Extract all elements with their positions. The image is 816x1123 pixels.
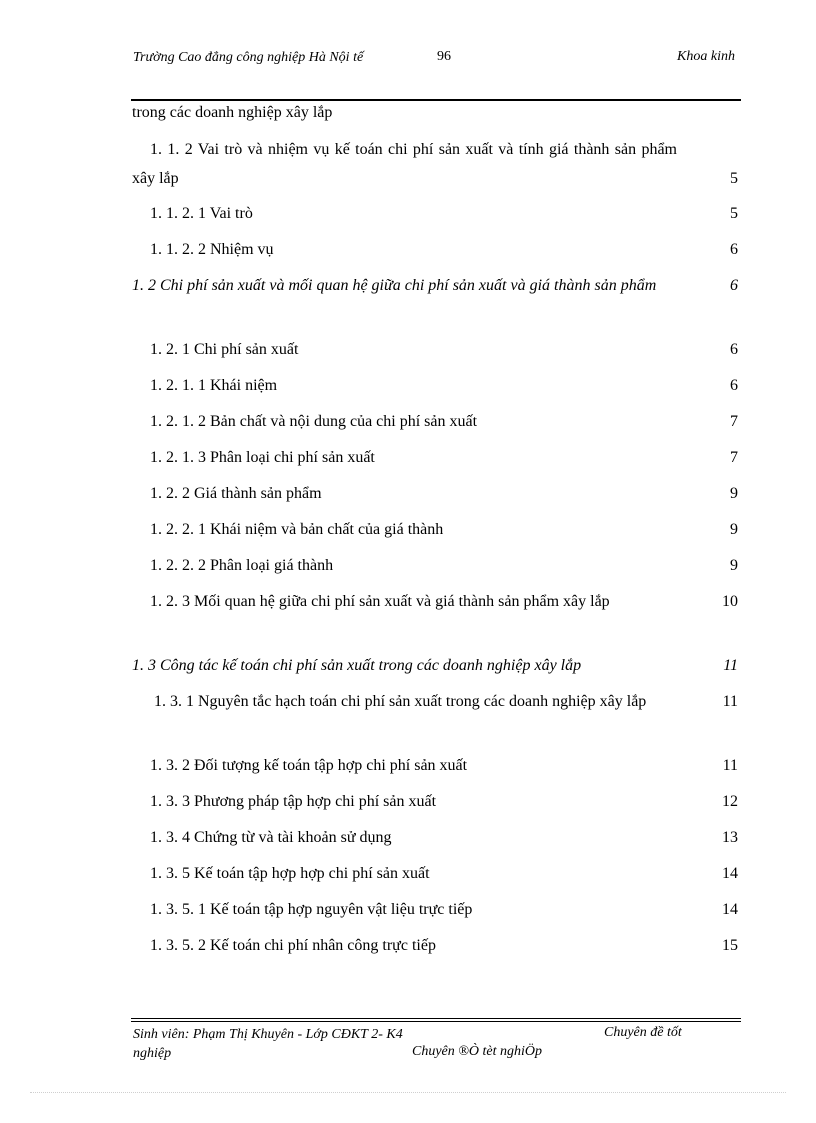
toc-entry-title: 1. 3. 4 Chứng từ và tài khoản sử dụng bbox=[150, 829, 392, 846]
page-bottom-dotted-line bbox=[30, 1092, 786, 1093]
toc-entry-title: 1. 1. 2 Vai trò và nhiệm vụ kế toán chi phí sản xuất và tính giá thành sản phẩm xây lắp bbox=[132, 141, 677, 187]
toc-entry bbox=[132, 859, 738, 888]
toc-entry-title: 1. 2. 2. 2 Phân loại giá thành bbox=[150, 557, 334, 574]
footer-student bbox=[133, 1025, 403, 1063]
footer-student-line2: nghiệp bbox=[133, 1046, 172, 1061]
toc-entry-page: 6 bbox=[730, 377, 738, 394]
toc-entry-page: 9 bbox=[730, 521, 738, 538]
toc-entry-page: 14 bbox=[722, 901, 738, 918]
toc-entry-title: 1. 1. 2. 2 Nhiệm vụ bbox=[150, 241, 274, 258]
toc-entry-title: 1. 3. 5. 1 Kế toán tập hợp nguyên vật liệu trực tiếp bbox=[150, 901, 473, 918]
toc-entry-title: 1. 3. 2 Đối tượng kế toán tập hợp chi phí sản xuất bbox=[150, 757, 468, 774]
toc-entry-page: 9 bbox=[730, 485, 738, 502]
header-department: Khoa kinh bbox=[677, 49, 735, 64]
toc-entry bbox=[132, 371, 738, 400]
toc-entry-page: 9 bbox=[730, 557, 738, 574]
footer-doc-type: Chuyên đề tốt bbox=[604, 1025, 682, 1040]
toc-entry-page: 13 bbox=[722, 829, 738, 846]
footer-rule bbox=[131, 1018, 741, 1019]
toc-entry-title: 1. 3. 1 Nguyên tắc hạch toán chi phí sản xuất trong các doanh nghiệp xây lắp bbox=[154, 693, 647, 710]
toc-entry-title: 1. 3. 3 Phương pháp tập hợp chi phí sản xuất bbox=[150, 793, 437, 810]
toc-entry bbox=[132, 443, 738, 472]
toc-entry bbox=[132, 479, 738, 508]
toc-entry bbox=[132, 235, 738, 264]
toc-entry-title: 1. 2. 1. 3 Phân loại chi phí sản xuất bbox=[150, 449, 375, 466]
toc-entry bbox=[132, 335, 738, 364]
toc-entry-page: 7 bbox=[730, 449, 738, 466]
toc-entry bbox=[132, 199, 738, 228]
toc-entry bbox=[132, 135, 738, 193]
toc-entry bbox=[132, 787, 738, 816]
toc-entry-title: 1. 2 Chi phí sản xuất và mối quan hệ giữa chi phí sản xuất và giá thành sản phẩm bbox=[132, 277, 657, 294]
footer-student-line1: Sinh viên: Phạm Thị Khuyên - Lớp CĐKT 2- K4 bbox=[133, 1027, 403, 1042]
toc-entry-page: 11 bbox=[723, 657, 738, 674]
footer-doc-type-encoded: Chuyên ®Ò tèt nghiÖp bbox=[412, 1044, 543, 1059]
header-school: Trường Cao đẳng công nghiệp Hà Nội tế bbox=[133, 50, 364, 65]
toc-entry-page: 15 bbox=[722, 937, 738, 954]
toc-entry-title: 1. 3 Công tác kế toán chi phí sản xuất trong các doanh nghiệp xây lắp bbox=[132, 657, 582, 674]
toc-entry-title: 1. 2. 2. 1 Khái niệm và bản chất của giá thành bbox=[150, 521, 444, 538]
toc-entry bbox=[132, 895, 738, 924]
toc-entry bbox=[132, 407, 738, 436]
toc-entry-title: 1. 2. 1 Chi phí sản xuất bbox=[150, 341, 299, 358]
toc-entry-title: 1. 2. 1. 2 Bản chất và nội dung của chi phí sản xuất bbox=[150, 413, 478, 430]
toc-entry bbox=[132, 931, 738, 960]
toc-entry bbox=[132, 687, 738, 716]
toc-entry-page: 6 bbox=[730, 241, 738, 258]
toc-entry-page: 11 bbox=[722, 757, 738, 774]
toc-entry bbox=[132, 823, 738, 852]
toc-entry-page: 12 bbox=[722, 793, 738, 810]
toc-entry-page: 6 bbox=[730, 341, 738, 358]
toc-entry-page: 5 bbox=[730, 170, 738, 187]
toc-entry bbox=[132, 98, 738, 127]
toc-entry-title: 1. 2. 1. 1 Khái niệm bbox=[150, 377, 278, 394]
toc-entry-title: 1. 2. 3 Mối quan hệ giữa chi phí sản xuất và giá thành sản phẩm xây lắp bbox=[150, 593, 610, 610]
page-number: 96 bbox=[437, 49, 451, 64]
toc-entry-title: 1. 3. 5 Kế toán tập hợp hợp chi phí sản xuất bbox=[150, 865, 430, 882]
toc-entry-title: 1. 3. 5. 2 Kế toán chi phí nhân công trực tiếp bbox=[150, 937, 436, 954]
toc-entry-page: 11 bbox=[722, 693, 738, 710]
toc-entry-page: 7 bbox=[730, 413, 738, 430]
toc-entry-title: trong các doanh nghiệp xây lắp bbox=[132, 104, 333, 121]
toc-entry-title: 1. 1. 2. 1 Vai trò bbox=[150, 205, 253, 222]
toc-entry bbox=[132, 551, 738, 580]
toc-entry bbox=[132, 271, 738, 300]
toc-entry bbox=[132, 751, 738, 780]
toc-entry bbox=[132, 587, 738, 616]
footer-rule-double bbox=[131, 1021, 741, 1022]
toc-entry-page: 14 bbox=[722, 865, 738, 882]
toc-entry bbox=[132, 515, 738, 544]
toc-entry-page: 6 bbox=[730, 277, 738, 294]
toc-entry-page: 5 bbox=[730, 205, 738, 222]
toc-entry bbox=[132, 651, 738, 680]
toc-entry-title: 1. 2. 2 Giá thành sản phẩm bbox=[150, 485, 322, 502]
toc-entry-page: 10 bbox=[722, 593, 738, 610]
